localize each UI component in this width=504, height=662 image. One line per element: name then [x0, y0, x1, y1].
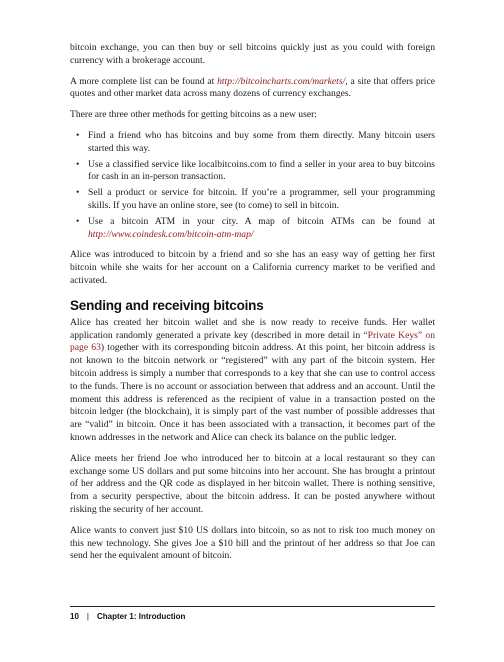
- paragraph-exchange: bitcoin exchange, you can then buy or sell bitcoins quickly just as you could with foreign currency with a brokerage account.: [70, 42, 435, 66]
- bullet-icon: •: [76, 215, 80, 227]
- text: ) together with its corresponding bitcoin address. At this point, her bitcoin address is not known to the bitcoin network or “registered” with any part of the bitcoin system. Her bitcoin address is simply a number that corresponds to a key that she can use to control access to the funds. There is no account or association between that address and an account. Until the moment this address is referenced as the recipient of value in a transaction posted on the bitcoin ledger (the blockchain), it is simply part of the vast number of possible addresses that are “valid” in bitcoin. Once it has been associated with a transaction, it becomes part of the known addresses in the network and Alice can check its balance on the public ledger.: [70, 342, 435, 443]
- footer-divider: [70, 606, 435, 607]
- page-footer: [70, 606, 435, 621]
- list-item-text: Sell a product or service for bitcoin. If you’re a programmer, sell your programming skills. If you have an online store, see (to come) to sell in bitcoin.: [88, 187, 435, 211]
- section-heading: Sending and receiving bitcoins: [70, 297, 264, 313]
- paragraph-methods-intro: There are three other methods for getting bitcoins as a new user:: [70, 109, 317, 121]
- footer-text: [70, 612, 435, 621]
- paragraph-wallet-address: [70, 317, 435, 445]
- list-item: [70, 130, 435, 156]
- paragraph-alice-intro: Alice was introduced to bitcoin by a friend and so she has an easy way of getting her first bitcoin while she waits for her account on a California currency market to be verified and activated.: [70, 249, 435, 286]
- page-body: [70, 42, 435, 571]
- bullet-icon: •: [76, 129, 80, 141]
- methods-list: [70, 130, 435, 241]
- list-item-text: Use a classified service like localbitcoins.com to find a seller in your area to buy bitcoins for cash in an in-person transaction.: [88, 158, 435, 183]
- list-item-text: Find a friend who has bitcoins and buy some from them directly. Many bitcoin users started this way.: [88, 129, 435, 154]
- text: Alice has created her bitcoin wallet and she is now ready to receive funds. Her wallet application randomly generated a private key (described in more detail in: [70, 316, 435, 341]
- bullet-icon: •: [76, 187, 80, 199]
- text: A more complete list can be found at: [70, 75, 218, 87]
- list-item: [70, 216, 435, 242]
- text: , a site that offers price quotes and other market data across many dozens of currency exchanges.: [70, 75, 435, 100]
- coindesk-atm-map-link[interactable]: http://www.coindesk.com/bitcoin-atm-map/: [88, 228, 254, 240]
- private-keys-xref-link[interactable]: “Private Keys” on page 63: [70, 329, 435, 354]
- paragraph-list-sites: [70, 76, 435, 102]
- list-item: [70, 187, 435, 213]
- page-number: 10: [70, 612, 79, 621]
- paragraph-convert-dollars: Alice wants to convert just $10 US dollars into bitcoin, so as not to risk too much money on this new technology. She gives Joe a $10 bill and the printout of her address so that Joe can send her the equivalent amount of bitcoin.: [70, 524, 435, 562]
- bullet-icon: •: [76, 158, 80, 170]
- list-item: [70, 159, 435, 185]
- bitcoincharts-link[interactable]: http://bitcoincharts.com/markets/: [217, 75, 346, 87]
- paragraph-joe-meeting: Alice meets her friend Joe who introduced her to bitcoin at a local restaurant so they can exchange some US dollars and put some bitcoins into her account. She has brought a printout of her address and the QR code as displayed in her bitcoin wallet. There is nothing sensitive, from a security perspective, about the bitcoin address. It can be posted anywhere without risking the security of her account.: [70, 452, 435, 515]
- chapter-title: Chapter 1: Introduction: [96, 612, 186, 621]
- footer-separator: |: [86, 612, 89, 621]
- list-item-text: Use a bitcoin ATM in your city. A map of bitcoin ATMs can be found at: [88, 215, 435, 227]
